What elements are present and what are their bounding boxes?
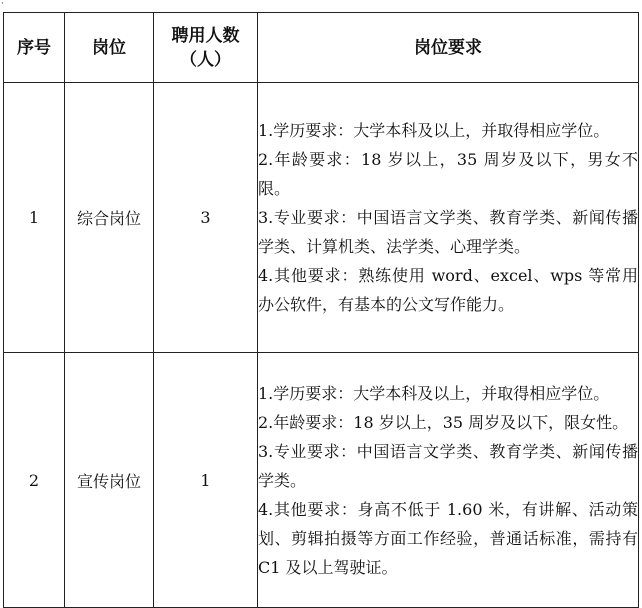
header-count [154,13,258,83]
row-num: 2 [4,353,65,608]
requirement-item: 3.专业要求：中国语言文学类、教育学类、新闻传播学类、计算机类、法学类、心理学类。 [258,208,638,256]
header-requirements: 岗位要求 [258,13,639,83]
requirement-item: 4.其他要求：熟练使用 word、excel、wps 等常用办公软件，有基本的公文写作能力。 [258,266,638,314]
header-count-line2: （人） [180,49,231,70]
row-requirements [258,353,639,608]
row-num: 1 [4,83,65,353]
requirement-item: 2.年龄要求：18 岁以上，35 周岁及以下，男女不限。 [258,150,638,198]
header-count-line1: 聘用人数 [171,25,240,46]
table-row [4,353,639,608]
requirement-item: 1.学历要求：大学本科及以上，并取得相应学位。 [258,383,610,403]
row-count: 3 [154,83,258,353]
table-row [4,83,639,353]
table-header-row [4,13,639,83]
requirement-item: 1.学历要求：大学本科及以上，并取得相应学位。 [258,121,610,140]
requirement-item: 2.年龄要求：18 岁以上，35 周岁及以下，限女性。 [258,412,629,432]
header-num: 序号 [4,13,65,83]
requirement-item: 4.其他要求：身高不低于 1.60 米，有讲解、活动策划、剪辑拍摄等方面工作经验，普通话标准，需持有 C1 及以上驾驶证。 [258,499,638,577]
requirement-item: 3.专业要求：中国语言文学类、教育学类、新闻传播学类。 [258,441,638,490]
row-position: 综合岗位 [65,83,154,353]
job-requirements-table [3,12,639,608]
header-position: 岗位 [65,13,154,83]
row-position: 宣传岗位 [65,353,154,608]
row-requirements [258,83,639,353]
corner-mark: · [1,0,4,9]
row-count: 1 [154,353,258,608]
